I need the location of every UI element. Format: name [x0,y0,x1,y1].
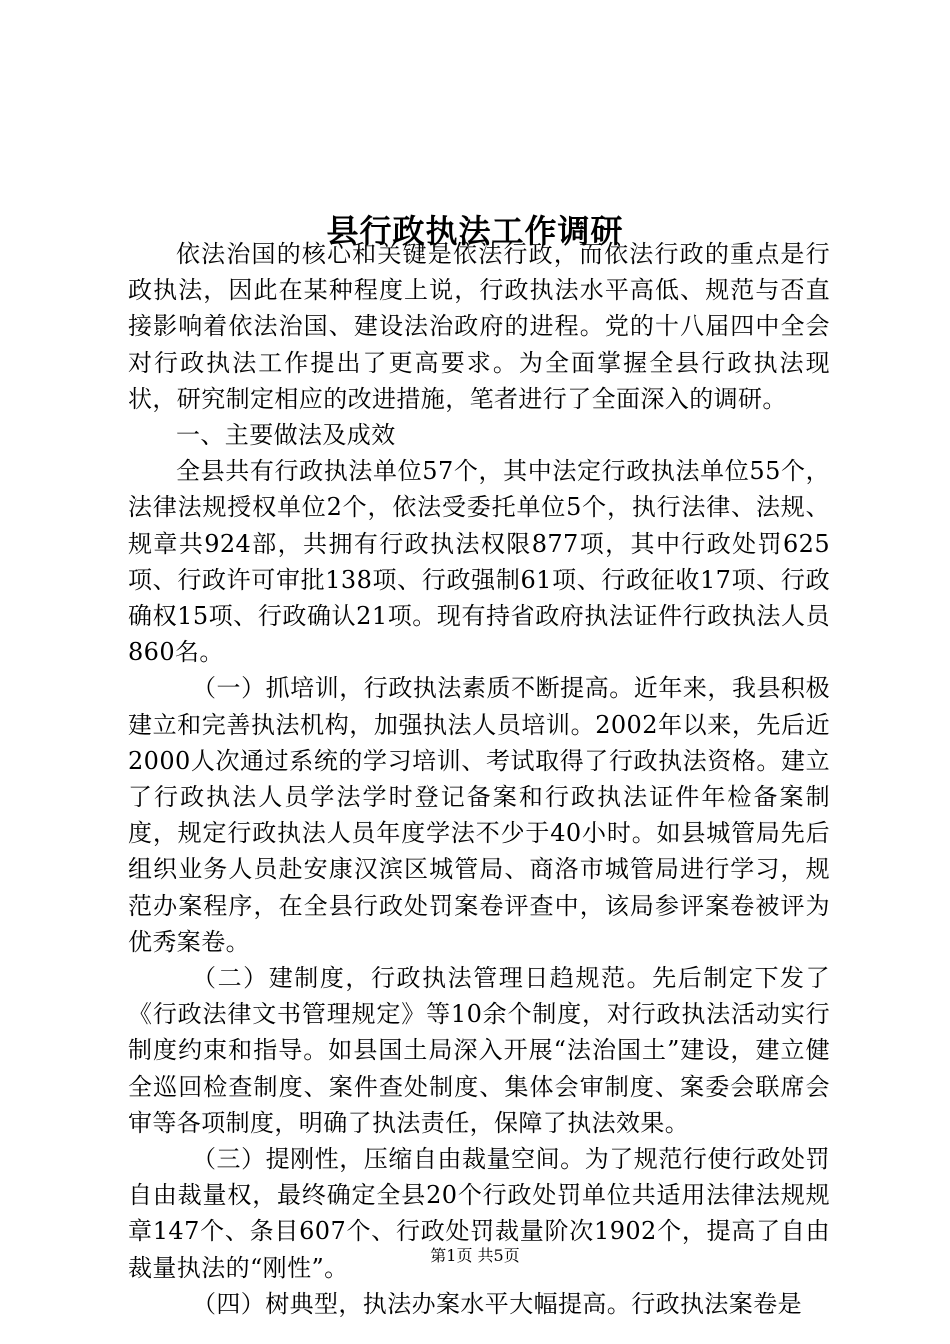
training-paragraph: （一）抓培训，行政执法素质不断提高。近年来，我县积极建立和完善执法机构，加强执法人员培训。2002年以来，先后近2000人次通过系统的学习培训、考试取得了行政执法资格。建立了行政执法人员学法学时登记备案和行政执法证件年检备案制度，规定行政执法人员年度学法不少于40小时。如县城管局先后组织业务人员赴安康汉滨区城管局、商洛市城管局进行学习，规范办案程序，在全县行政处罚案卷评查中，该局参评案卷被评为优秀案卷。 [128,674,830,956]
document-title: 县行政执法工作调研 [326,212,624,251]
statistics-paragraph: 全县共有行政执法单位57个，其中法定行政执法单位55个，法律法规授权单位2个，依法受委托单位5个，执行法律、法规、规章共924部，共拥有行政执法权限877项，其中行政处罚625项、行政许可审批138项、行政强制61项、行政征收17项、行政确权15项、行政确认21项。现有持省政府执法证件行政执法人员860名。 [128,457,830,667]
document-body [128,236,830,1322]
regulation-paragraph: （二）建制度，行政执法管理日趋规范。先后制定下发了《行政法律文书管理规定》等10余个制度，对行政执法活动实行制度约束和指导。如县国土局深入开展“法治国土”建设，建立健全巡回检查制度、案件查处制度、集体会审制度、案委会联席会审等各项制度，明确了执法责任，保障了执法效果。 [128,964,830,1137]
page-footer: 第1页 共5页 [430,1246,520,1265]
intro-paragraph: 依法治国的核心和关键是依法行政，而依法行政的重点是行政执法，因此在某种程度上说，行政执法水平高低、规范与否直接影响着依法治国、建设法治政府的进程。党的十八届四中全会对行政执法工作提出了更高要求。为全面掌握全县行政执法现状，研究制定相应的改进措施，笔者进行了全面深入的调研。 [128,240,830,413]
discretion-paragraph: （三）提刚性，压缩自由裁量空间。为了规范行使行政处罚自由裁量权，最终确定全县20个行政处罚单位共适用法律法规规章147个、条目607个、行政处罚裁量阶次1902个，提高了自由裁量执法的“刚性”。 [128,1145,830,1282]
model-case-paragraph: （四）树典型，执法办案水平大幅提高。行政执法案卷是 [192,1289,802,1318]
section-heading: 一、主要做法及成效 [176,421,396,450]
